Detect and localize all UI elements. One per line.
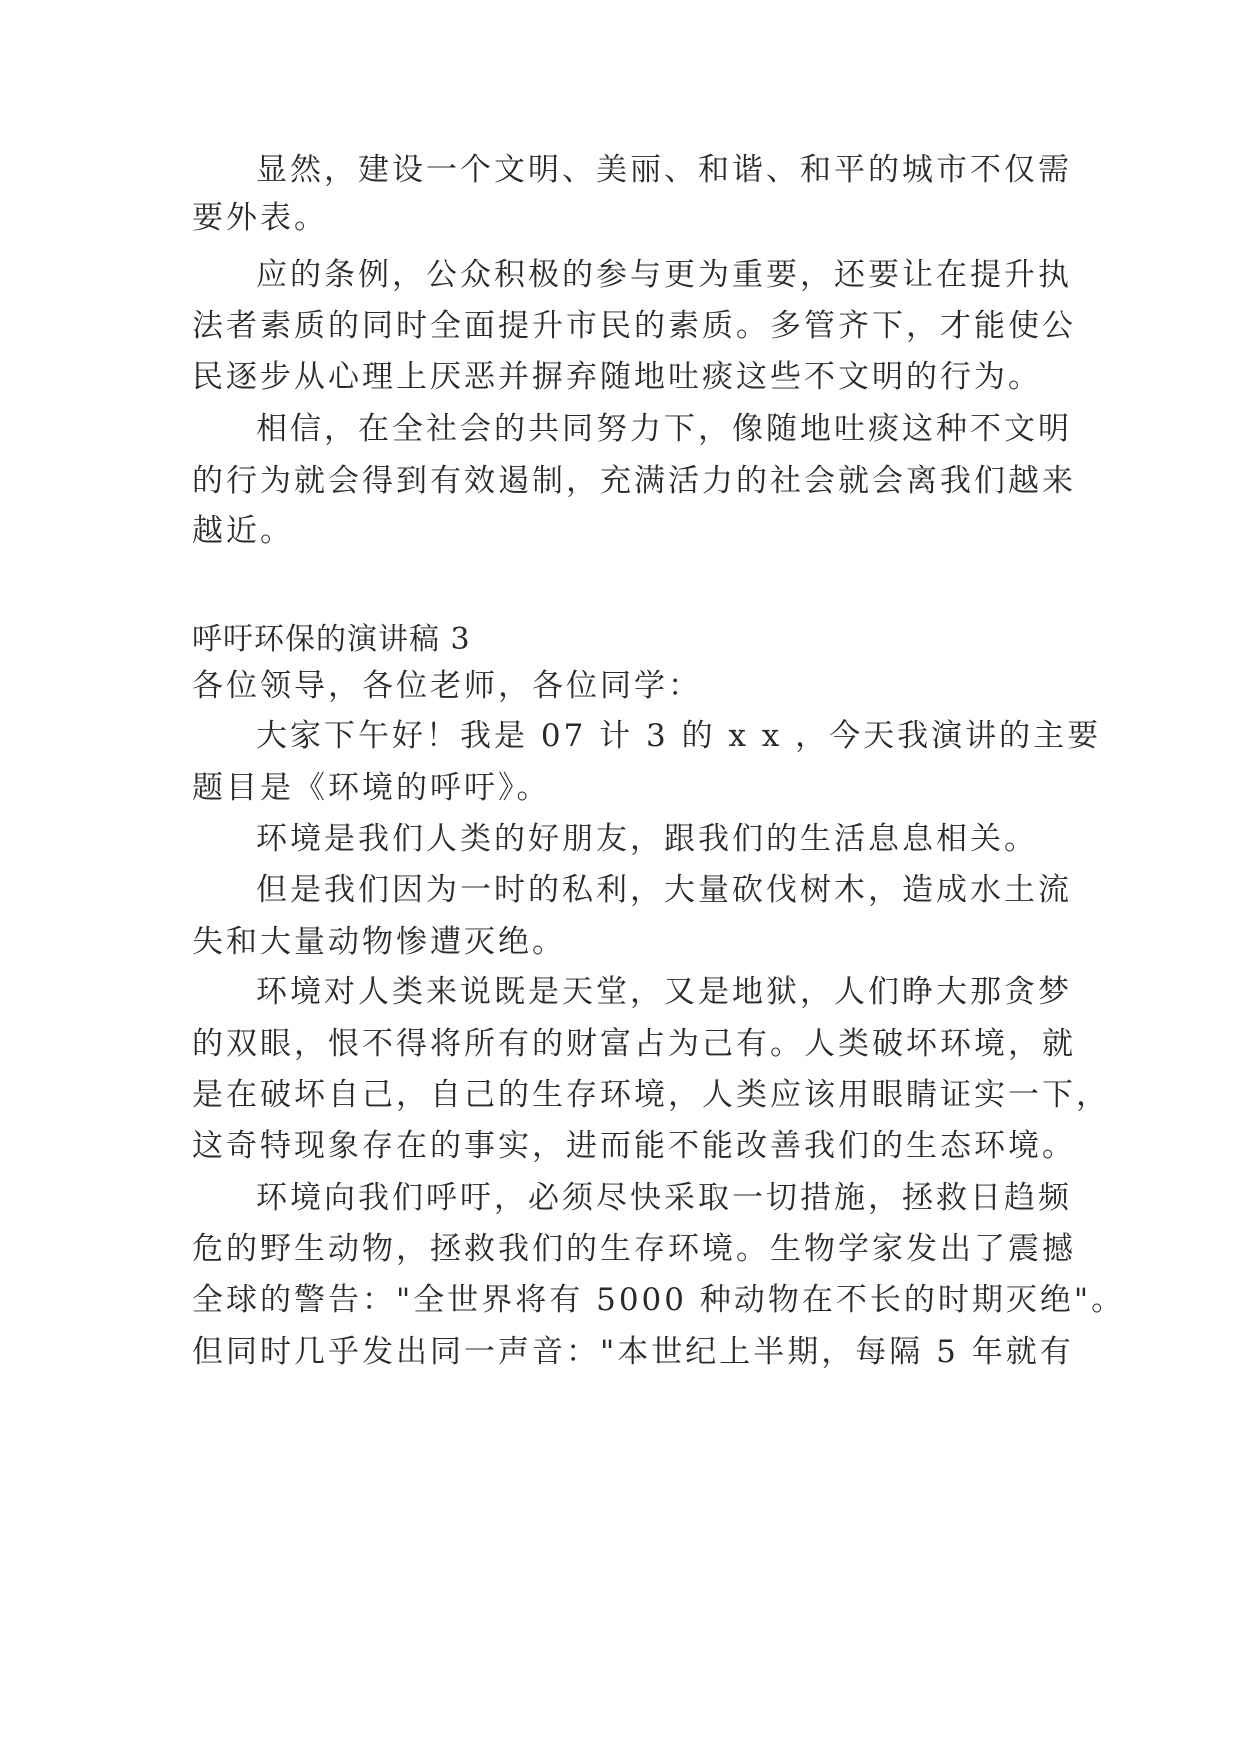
paragraph-line: 这奇特现象存在的事实，进而能不能改善我们的生态环境。 bbox=[192, 1128, 1076, 1164]
paragraph-line: 是在破坏自己，自己的生存环境，人类应该用眼睛证实一下， bbox=[192, 1077, 1110, 1113]
paragraph-line: 应的条例，公众积极的参与更为重要，还要让在提升执 bbox=[256, 257, 1072, 293]
paragraph-line: 相信，在全社会的共同努力下，像随地吐痰这种不文明 bbox=[256, 411, 1072, 447]
paragraph-line: 的双眼，恨不得将所有的财富占为己有。人类破坏环境，就 bbox=[192, 1026, 1076, 1062]
paragraph-line: 全球的警告："全世界将有 5000 种动物在不长的时期灭绝"。 bbox=[192, 1282, 1126, 1318]
paragraph-line: 但同时几乎发出同一声音："本世纪上半期，每隔 5 年就有 bbox=[192, 1334, 1074, 1370]
paragraph-line: 危的野生动物，拯救我们的生存环境。生物学家发出了震撼 bbox=[192, 1231, 1076, 1267]
paragraph-line: 法者素质的同时全面提升市民的素质。多管齐下，才能使公 bbox=[192, 308, 1076, 344]
salutation-line: 各位领导，各位老师，各位同学： bbox=[192, 668, 702, 704]
paragraph-line: 显然，建设一个文明、美丽、和谐、和平的城市不仅需 bbox=[256, 152, 1072, 188]
paragraph-line: 环境是我们人类的好朋友，跟我们的生活息息相关。 bbox=[256, 821, 1038, 857]
paragraph-line: 环境对人类来说既是天堂，又是地狱，人们睁大那贪梦 bbox=[256, 974, 1072, 1010]
paragraph-line: 要外表。 bbox=[192, 200, 328, 236]
paragraph-line: 失和大量动物惨遭灭绝。 bbox=[192, 924, 566, 960]
paragraph-line: 越近。 bbox=[192, 513, 294, 549]
paragraph-line: 大家下午好！我是 07 计 3 的 x x ，今天我演讲的主要 bbox=[256, 718, 1102, 754]
paragraph-line: 的行为就会得到有效遏制，充满活力的社会就会离我们越来 bbox=[192, 463, 1076, 499]
paragraph-line: 题目是《环境的呼吁》。 bbox=[192, 770, 551, 806]
section-heading: 呼吁环保的演讲稿 3 bbox=[192, 622, 471, 657]
paragraph-line: 民逐步从心理上厌恶并摒弃随地吐痰这些不文明的行为。 bbox=[192, 359, 1042, 395]
paragraph-line: 但是我们因为一时的私利，大量砍伐树木，造成水土流 bbox=[256, 872, 1072, 908]
paragraph-line: 环境向我们呼吁，必须尽快采取一切措施，拯救日趋频 bbox=[256, 1180, 1072, 1216]
